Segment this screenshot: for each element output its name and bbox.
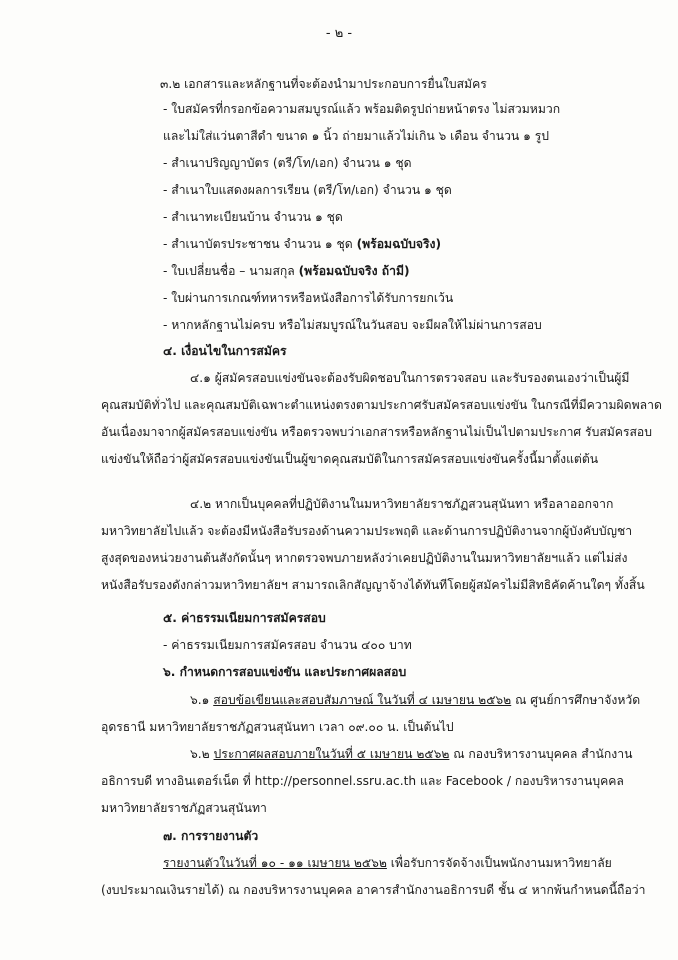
section-6-2-line-1 <box>190 746 632 762</box>
doc-item-application-form: - ใบสมัครที่กรอกข้อความสมบูรณ์แล้ว พร้อมติดรูปถ่ายหน้าตรง ไม่สวมหมวก <box>163 102 561 116</box>
doc-item-transcript: - สำเนาใบแสดงผลการเรียน (ตรี/โท/เอก) จำนวน ๑ ชุด <box>163 183 452 197</box>
section-4-2-line-1: ๔.๒ หากเป็นบุคคลที่ปฏิบัติงานในมหาวิทยาลัยราชภัฏสวนสุนันทา หรือลาออกจาก <box>190 497 614 511</box>
id-card-bold-note: (พร้อมฉบับจริง) <box>356 237 442 251</box>
section-6-1-line-2: อุดรธานี มหาวิทยาลัยราชภัฏสวนสุนันทา เวลา ๐๙.๐๐ น. เป็นต้นไป <box>101 720 454 734</box>
doc-item-degree: - สำเนาปริญญาบัตร (ตรี/โท/เอก) จำนวน ๑ ชุด <box>163 156 412 170</box>
doc-item-name-change <box>163 263 410 279</box>
section-7-line-2: (งบประมาณเงินรายได้) ณ กองบริหารงานบุคคล อาคารสำนักงานอธิการบดี ชั้น ๔ หากพ้นกำหนดนี้ถือว่า <box>101 883 646 897</box>
doc-item-incomplete-warning: - หากหลักฐานไม่ครบ หรือไม่สมบูรณ์ในวันสอบ จะมีผลให้ไม่ผ่านการสอบ <box>163 318 542 332</box>
section-4-2-line-2: มหาวิทยาลัยไปแล้ว จะต้องมีหนังสือรับรองด้านความประพฤติ และด้านการปฏิบัติงานจากผู้บังคับบัญชา <box>101 524 633 538</box>
result-date-underlined: ประกาศผลสอบภายในวันที่ ๕ เมษายน ๒๕๖๒ <box>213 747 450 761</box>
section-4-1-line-2: คุณสมบัติทั่วไป และคุณสมบัติเฉพาะตำแหน่งตรงตามประกาศรับสมัครสอบแข่งขัน ในกรณีที่มีความผิดพลาด <box>101 398 662 412</box>
application-fee-item: - ค่าธรรมเนียมการสมัครสอบ จำนวน ๔๐๐ บาท <box>163 638 412 652</box>
report-purpose-text: เพื่อรับการจัดจ้างเป็นพนักงานมหาวิทยาลัย <box>386 856 612 870</box>
section-4-2-line-4: หนังสือรับรองดังกล่าวมหาวิทยาลัยฯ สามารถเลิกสัญญาจ้างได้ทันทีโดยผู้สมัครไม่มีสิทธิคัดค้านใดๆ ทั้งสิ้น <box>101 578 645 592</box>
section-4-1-line-4: แข่งขันให้ถือว่าผู้สมัครสอบแข่งขันเป็นผู้ขาดคุณสมบัติในการสมัครสอบแข่งขันครั้งนี้มาตั้งแต่ต้น <box>101 452 599 466</box>
section-7-line-1 <box>163 855 612 871</box>
section-4-1-line-1: ๔.๑ ผู้สมัครสอบแข่งขันจะต้องรับผิดชอบในการตรวจสอบ และรับรองตนเองว่าเป็นผู้มี <box>190 371 630 385</box>
section-3-2-heading: ๓.๒ เอกสารและหลักฐานที่จะต้องนำมาประกอบการยื่นใบสมัคร <box>160 77 487 91</box>
section-7-heading: ๗. การรายงานตัว <box>163 829 259 843</box>
doc-item-military: - ใบผ่านการเกณฑ์ทหารหรือหนังสือการได้รับการยกเว้น <box>163 291 454 305</box>
name-change-bold-note: (พร้อมฉบับจริง ถ้ามี) <box>298 264 410 278</box>
doc-item-house-registration: - สำเนาทะเบียนบ้าน จำนวน ๑ ชุด <box>163 210 343 224</box>
section-4-heading: ๔. เงื่อนไขในการสมัคร <box>163 344 287 358</box>
id-card-text: - สำเนาบัตรประชาชน จำนวน ๑ ชุด <box>163 237 357 251</box>
section-6-heading: ๖. กำหนดการสอบแข่งขัน และประกาศผลสอบ <box>163 665 407 679</box>
section-6-2-line-3: มหาวิทยาลัยราชภัฏสวนสุนันทา <box>101 801 267 815</box>
section-6-1-line-1 <box>190 692 640 708</box>
section-6-2-line-2: อธิการบดี ทางอินเตอร์เน็ต ที่ http://personnel.ssru.ac.th และ Facebook / กองบริหารงานบุคคล <box>101 774 624 788</box>
name-change-text: - ใบเปลี่ยนชื่อ – นามสกุล <box>163 264 299 278</box>
section-4-2-line-3: สูงสุดของหน่วยงานต้นสังกัดนั้นๆ หากตรวจพบภายหลังว่าเคยปฏิบัติงานในมหาวิทยาลัยฯแล้ว แต่ไม่ส่ง <box>101 551 628 565</box>
section-6-2-number: ๖.๒ <box>190 747 214 761</box>
doc-item-photo-spec: และไม่ใส่แว่นตาสีดำ ขนาด ๑ นิ้ว ถ่ายมาแล้วไม่เกิน ๖ เดือน จำนวน ๑ รูป <box>163 129 550 143</box>
section-6-1-number: ๖.๑ <box>190 693 214 707</box>
page-number: - ๒ - <box>325 26 353 41</box>
section-4-1-line-3: อันเนื่องมาจากผู้สมัครสอบแข่งขัน หรือตรวจพบว่าเอกสารหรือหลักฐานไม่เป็นไปตามประกาศ รับสมัครสอบ <box>101 425 652 439</box>
doc-item-id-card <box>163 236 441 252</box>
report-date-underlined: รายงานตัวในวันที่ ๑๐ - ๑๑ เมษายน ๒๕๖๒ <box>163 856 387 870</box>
section-5-heading: ๕. ค่าธรรมเนียมการสมัครสอบ <box>163 611 326 625</box>
result-venue-text: ณ กองบริหารงานบุคคล สำนักงาน <box>449 747 633 761</box>
exam-date-underlined: สอบข้อเขียนและสอบสัมภาษณ์ ในวันที่ ๔ เมษายน ๒๕๖๒ <box>213 693 512 707</box>
exam-venue-text: ณ ศูนย์การศึกษาจังหวัด <box>511 693 641 707</box>
